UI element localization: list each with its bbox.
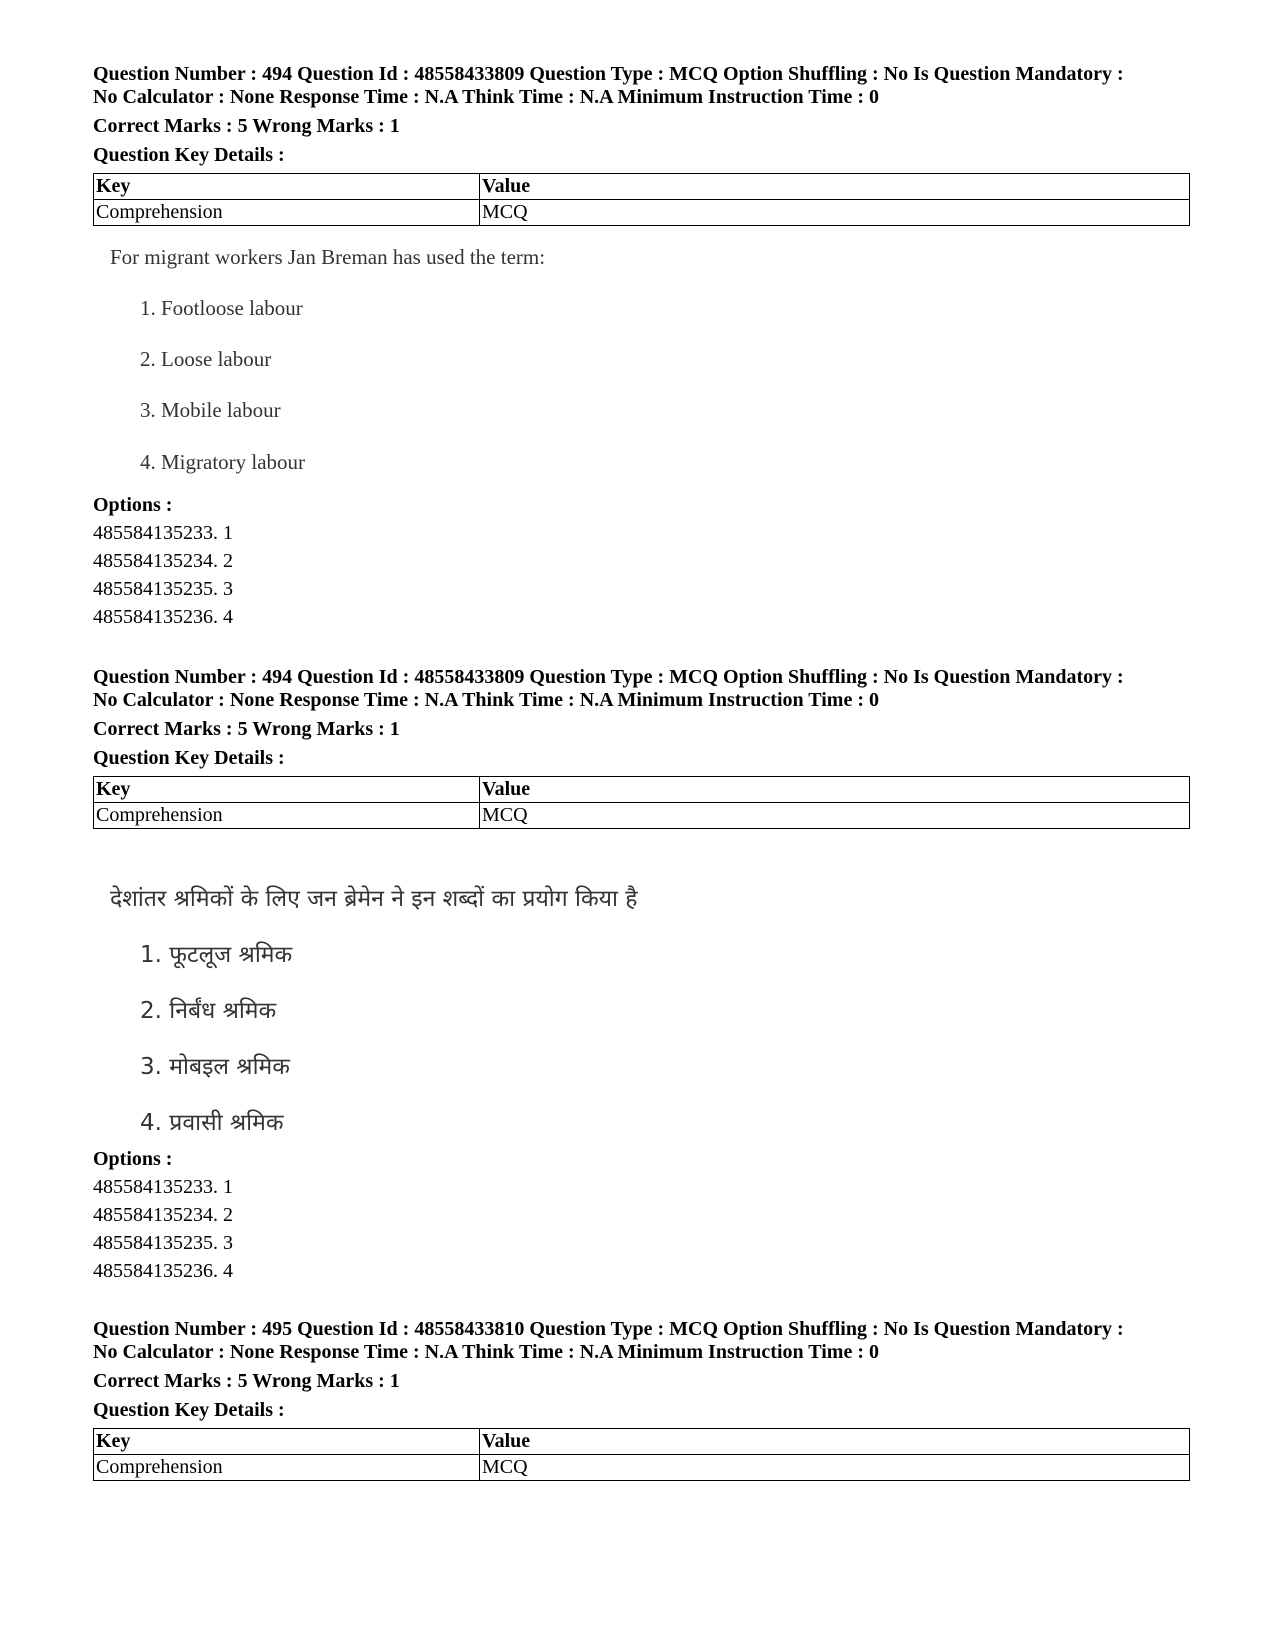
table-head-value: Value	[480, 777, 1190, 803]
marks-line: Correct Marks : 5 Wrong Marks : 1	[93, 1370, 400, 1392]
table-row	[94, 1455, 1190, 1481]
question-option-2: 2. निर्बंध श्रमिक	[140, 998, 277, 1024]
option-row: 485584135235. 3	[93, 1232, 233, 1254]
question-header-line1: Question Number : 495 Question Id : 48558433810 Question Type : MCQ Option Shuffling : No Is Question Mandatory :	[93, 1318, 1124, 1340]
table-header-row	[94, 174, 1190, 200]
question-text: For migrant workers Jan Breman has used the term:	[110, 245, 546, 269]
option-row: 485584135233. 1	[93, 1176, 233, 1198]
table-cell-value: MCQ	[480, 200, 1190, 226]
table-cell-value: MCQ	[480, 803, 1190, 829]
question-option-4: 4. प्रवासी श्रमिक	[140, 1110, 284, 1136]
question-header-line2: No Calculator : None Response Time : N.A Think Time : N.A Minimum Instruction Time : 0	[93, 1341, 879, 1363]
question-option-3: 3. मोबइल श्रमिक	[140, 1054, 290, 1080]
table-cell-key: Comprehension	[94, 803, 480, 829]
question-header-line1: Question Number : 494 Question Id : 48558433809 Question Type : MCQ Option Shuffling : No Is Question Mandatory :	[93, 666, 1124, 688]
question-option-3: 3. Mobile labour	[140, 398, 281, 422]
option-row: 485584135234. 2	[93, 550, 233, 572]
table-cell-key: Comprehension	[94, 1455, 480, 1481]
key-details-label: Question Key Details :	[93, 144, 285, 166]
key-details-table	[93, 173, 1190, 226]
table-head-key: Key	[94, 174, 480, 200]
question-image-english	[110, 245, 810, 485]
table-head-key: Key	[94, 1429, 480, 1455]
table-row	[94, 803, 1190, 829]
question-option-1: 1. फूटलूज श्रमिक	[140, 942, 293, 968]
table-head-value: Value	[480, 174, 1190, 200]
table-header-row	[94, 777, 1190, 803]
options-list	[93, 494, 233, 629]
marks-line: Correct Marks : 5 Wrong Marks : 1	[93, 115, 400, 137]
option-row: 485584135236. 4	[93, 1260, 233, 1282]
option-row: 485584135234. 2	[93, 1204, 233, 1226]
question-header-line2: No Calculator : None Response Time : N.A Think Time : N.A Minimum Instruction Time : 0	[93, 86, 879, 108]
question-header-line1: Question Number : 494 Question Id : 48558433809 Question Type : MCQ Option Shuffling : No Is Question Mandatory :	[93, 63, 1124, 85]
table-header-row	[94, 1429, 1190, 1455]
question-block-494-hindi	[93, 666, 1193, 829]
table-head-value: Value	[480, 1429, 1190, 1455]
question-text: देशांतर श्रमिकों के लिए जन ब्रेमेन ने इन शब्दों का प्रयोग किया है	[110, 886, 638, 912]
question-block-495	[93, 1318, 1193, 1481]
question-option-2: 2. Loose labour	[140, 347, 272, 371]
key-details-table	[93, 1428, 1190, 1481]
question-option-1: 1. Footloose labour	[140, 296, 303, 320]
question-option-4: 4. Migratory labour	[140, 450, 306, 474]
key-details-label: Question Key Details :	[93, 1399, 285, 1421]
question-image-hindi	[110, 887, 810, 1137]
option-row: 485584135236. 4	[93, 606, 233, 628]
option-row: 485584135235. 3	[93, 578, 233, 600]
marks-line: Correct Marks : 5 Wrong Marks : 1	[93, 718, 400, 740]
options-label: Options :	[93, 1148, 173, 1170]
table-cell-value: MCQ	[480, 1455, 1190, 1481]
option-row: 485584135233. 1	[93, 522, 233, 544]
key-details-label: Question Key Details :	[93, 747, 285, 769]
table-head-key: Key	[94, 777, 480, 803]
options-label: Options :	[93, 494, 173, 516]
table-row	[94, 200, 1190, 226]
question-header-line2: No Calculator : None Response Time : N.A Think Time : N.A Minimum Instruction Time : 0	[93, 689, 879, 711]
options-list	[93, 1148, 233, 1283]
table-cell-key: Comprehension	[94, 200, 480, 226]
question-block-494-english	[93, 63, 1193, 226]
key-details-table	[93, 776, 1190, 829]
